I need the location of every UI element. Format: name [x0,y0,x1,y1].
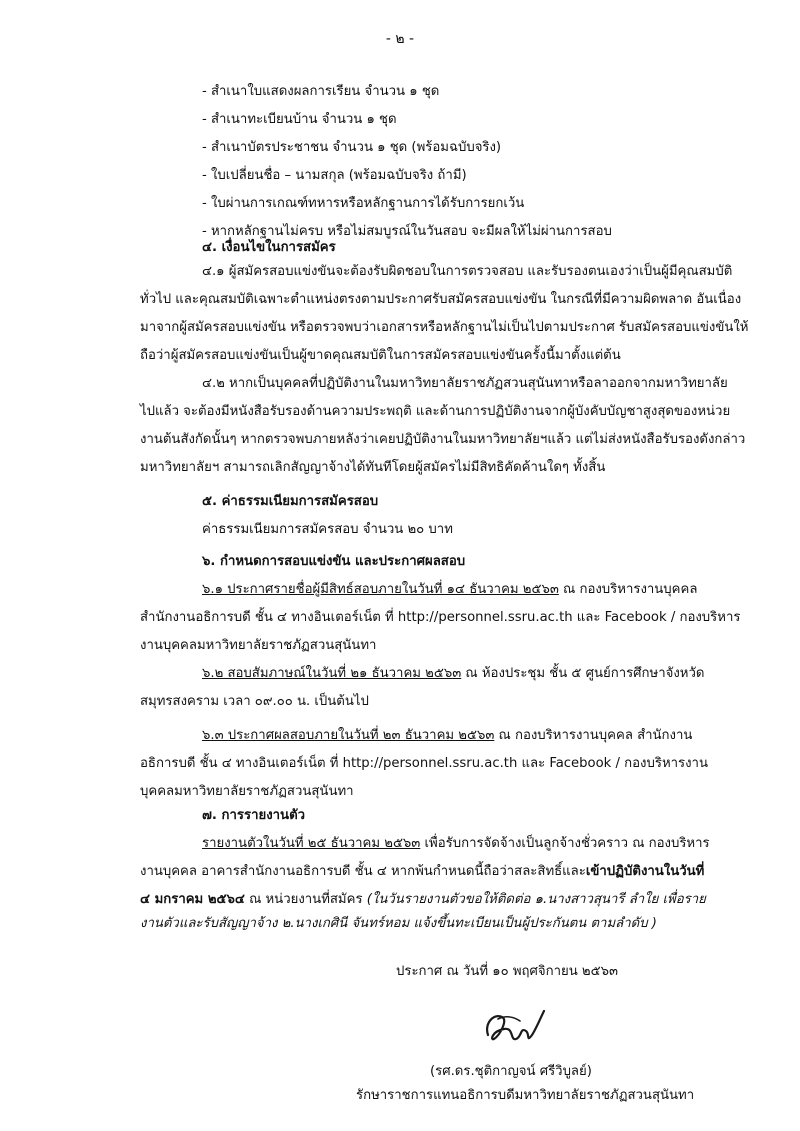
text-run: ณ กองบริหารงานบุคคล สำนักงาน [494,728,693,743]
underlined-date: ๖.๑ ประกาศรายชื่อผู้มีสิทธ์สอบภายในวันที่ ๑๔ ธันวาคม ๒๕๖๓ [202,582,559,597]
text-run: ณ หน่วยงานที่สมัคร [244,892,367,907]
paragraph-line: สำนักงานอธิการบดี ชั้น ๔ ทางอินเตอร์เน็ต ที่ http://personnel.ssru.ac.th และ Facebook / กองบริหาร [140,610,741,625]
paragraph-line [140,890,706,910]
paragraph-line: อธิการบดี ชั้น ๔ ทางอินเตอร์เน็ต ที่ http://personnel.ssru.ac.th และ Facebook / กองบริหารงาน [140,756,708,771]
paragraph-line: มาจากผู้สมัครสอบแข่งขัน หรือตรวจพบว่าเอกสารหรือหลักฐานไม่เป็นไปตามประกาศ รับสมัครสอบแข่งขันให้ [140,320,749,335]
paragraph-line [202,580,697,600]
paragraph-line [202,726,692,746]
paragraph-line: ทั่วไป และคุณสมบัติเฉพาะตำแหน่งตรงตามประกาศรับสมัครสอบแข่งขัน ในกรณีที่มีความผิดพลาด อันเนื่อง [140,292,742,307]
signer-name: (รศ.ดร.ชุติกาญจน์ ศรีวิบูลย์) [430,1064,592,1079]
underlined-date: ๖.๒ สอบสัมภาษณ์ในวันที่ ๒๑ ธันวาคม ๒๕๖๓ [202,666,462,681]
list-item: - หากหลักฐานไม่ครบ หรือไม่สมบูรณ์ในวันสอบ จะมีผลให้ไม่ผ่านการสอบ [202,224,612,239]
italic-text-run: (ในวันรายงานตัวขอให้ติดต่อ ๑.นางสาวสุนารี ลำใย เพื่อราย [366,892,706,907]
underlined-date: ๖.๓ ประกาศผลสอบภายในวันที่ ๒๓ ธันวาคม ๒๕๖๓ [202,728,495,743]
page-number: - ๒ - [385,31,415,47]
list-item: - ใบผ่านการเกณฑ์ทหารหรือหลักฐานการได้รับการยกเว้น [202,196,525,211]
list-item: - ใบเปลี่ยนชื่อ – นามสกุล (พร้อมฉบับจริง ถ้ามี) [202,168,467,183]
announce-date: ประกาศ ณ วันที่ ๑๐ พฤศจิกายน ๒๕๖๓ [396,964,618,979]
list-item: - สำเนาทะเบียนบ้าน จำนวน ๑ ชุด [202,112,397,127]
paragraph-line: งานตัวและรับสัญญาจ้าง ๒.นางเกศินี จันทร์หอม แจ้งขึ้นทะเบียนเป็นผู้ประกันตน ตามลำดับ ) [140,916,657,931]
paragraph-line [202,834,710,854]
paragraph-line: สมุทรสงคราม เวลา ๐๙.๐๐ น. เป็นต้นไป [140,694,369,709]
paragraph-line: ถือว่าผู้สมัครสอบแข่งขันเป็นผู้ขาดคุณสมบัติในการสมัครสอบแข่งขันครั้งนี้มาตั้งแต่ต้น [140,348,621,363]
paragraph-line: ๔.๒ หากเป็นบุคคลที่ปฏิบัติงานในมหาวิทยาลัยราชภัฏสวนสุนันทาหรือลาออกจากมหาวิทยาลัย [202,376,728,391]
paragraph-line [140,862,704,882]
paragraph-line [202,664,704,684]
signer-title: รักษาราชการแทนอธิการบดีมหาวิทยาลัยราชภัฏสวนสุนันทา [356,1088,695,1103]
text-run: งานบุคคล อาคารสำนักงานอธิการบดี ชั้น ๔ หากพ้นกำหนดนี้ถือว่าสละสิทธิ์และ [140,864,586,879]
paragraph-line: บุคคลมหาวิทยาลัยราชภัฏสวนสุนันทา [140,784,354,799]
bold-text-run: เข้าปฏิบัติงานในวันที่ [585,864,705,879]
paragraph-line: ๔.๑ ผู้สมัครสอบแข่งขันจะต้องรับผิดชอบในการตรวจสอบ และรับรองตนเองว่าเป็นผู้มีคุณสมบัติ [202,264,733,279]
section-heading: ๕. ค่าธรรมเนียมการสมัครสอบ [202,494,379,509]
list-item: - สำเนาใบแสดงผลการเรียน จำนวน ๑ ชุด [202,84,440,99]
underlined-date: รายงานตัวในวันที่ ๒๕ ธันวาคม ๒๕๖๓ [202,836,421,851]
section-heading: ๔. เงื่อนไขในการสมัคร [202,240,336,255]
section-heading: ๗. การรายงานตัว [202,808,306,823]
paragraph-line: งานบุคคลมหาวิทยาลัยราชภัฏสวนสุนันทา [140,638,377,653]
paragraph-line: ไปแล้ว จะต้องมีหนังสือรับรองด้านความประพฤติ และด้านการปฏิบัติงานจากผู้บังคับบัญชาสูงสุดของหน่วย [140,404,731,419]
bold-text-run: ๔ มกราคม ๒๕๖๔ [140,892,245,907]
text-run: ณ กองบริหารงานบุคคล [558,582,698,597]
paragraph-line: มหาวิทยาลัยฯ สามารถเลิกสัญญาจ้างได้ทันทีโดยผู้สมัครไม่มีสิทธิคัดค้านใดๆ ทั้งสิ้น [140,460,606,475]
paragraph-line: ค่าธรรมเนียมการสมัครสอบ จำนวน ๒๐ บาท [202,522,453,537]
section-heading: ๖. กำหนดการสอบแข่งขัน และประกาศผลสอบ [202,554,466,569]
text-run: ณ ห้องประชุม ชั้น ๕ ศูนย์การศึกษาจังหวัด [461,666,705,681]
list-item: - สำเนาบัตรประชาชน จำนวน ๑ ชุด (พร้อมฉบับจริง) [202,140,502,155]
text-run: เพื่อรับการจัดจ้างเป็นลูกจ้างชั่วคราว ณ กองบริหาร [420,836,710,851]
signature-image [480,1005,550,1047]
paragraph-line: งานต้นสังกัดนั้นๆ หากตรวจพบภายหลังว่าเคยปฏิบัติงานในมหาวิทยาลัยฯแล้ว แต่ไม่ส่งหนังสือรับรองดังกล่าว [140,432,746,447]
